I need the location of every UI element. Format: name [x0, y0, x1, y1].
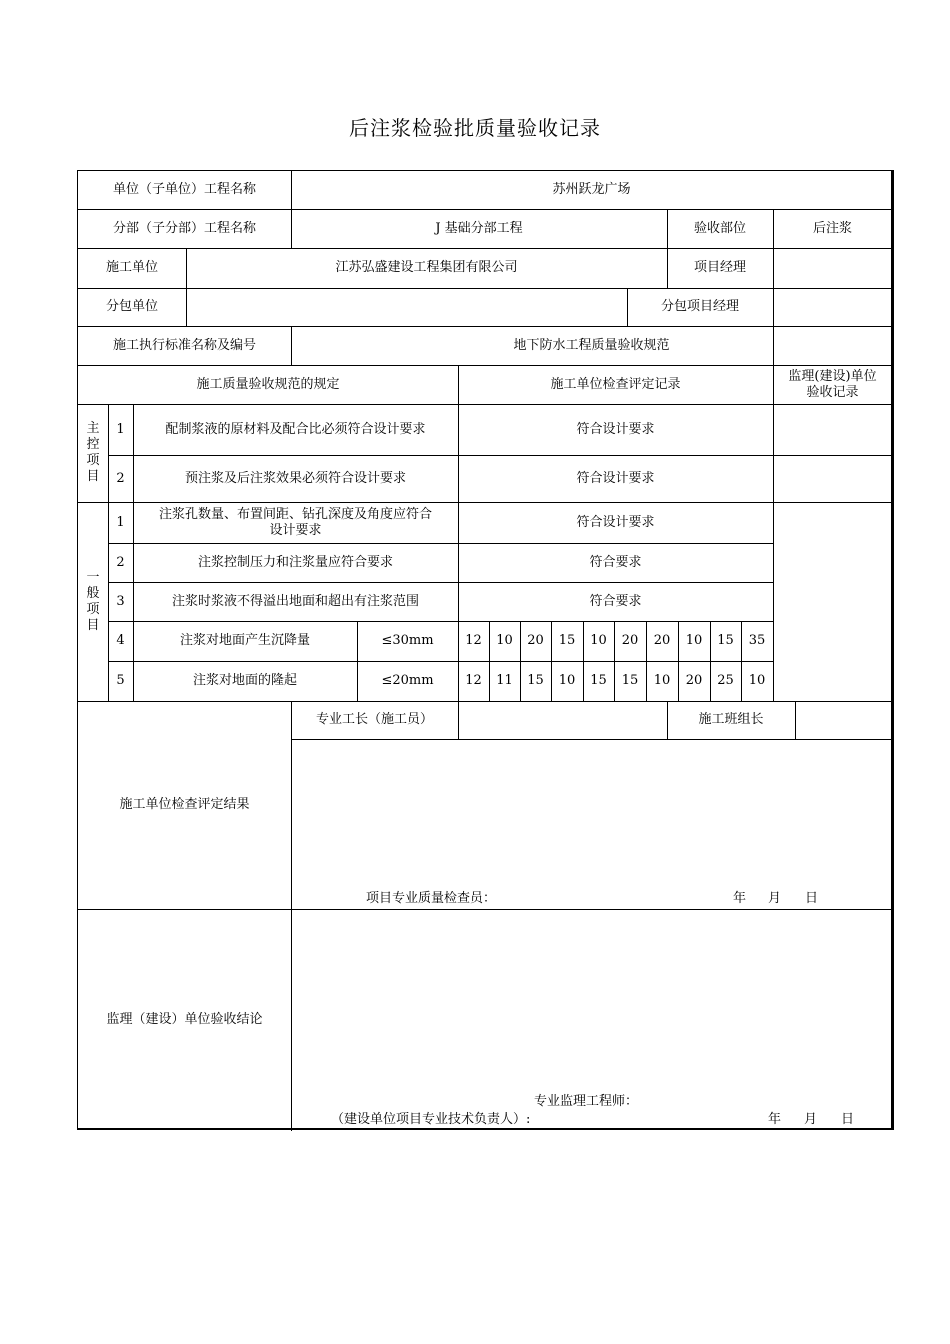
- group-char: 项: [86, 453, 100, 468]
- page-title: 后注浆检验批质量验收记录: [349, 116, 601, 140]
- project-manager-label: 项目经理: [693, 260, 746, 275]
- subcontractor-label: 分包单位: [105, 299, 158, 314]
- rule-v: [291, 701, 292, 1131]
- item-result: 符合设计要求: [576, 470, 655, 486]
- date-day: 日: [805, 891, 819, 906]
- item-text-line2: 设计要求: [269, 522, 322, 538]
- team-leader-label: 施工班组长: [698, 712, 764, 727]
- spec-column-header: 施工质量验收规范的规定: [196, 376, 340, 392]
- item-text: 注浆对地面产生沉降量: [179, 633, 310, 648]
- foreman-value: [458, 701, 667, 739]
- item-number: 1: [116, 421, 125, 437]
- item-result: 符合要求: [589, 554, 642, 570]
- date-month: 月: [804, 1112, 818, 1127]
- item-text: [133, 502, 458, 543]
- measured-value: 20: [527, 633, 544, 648]
- item-text: 预注浆及后注浆效果必须符合设计要求: [184, 470, 406, 486]
- item-text: 注浆控制压力和注浆量应符合要求: [197, 554, 393, 570]
- item-result: 符合设计要求: [576, 421, 655, 437]
- sub-project-value: J 基础分部工程: [435, 220, 523, 236]
- group-char: 控: [86, 437, 100, 452]
- group-char: 项: [86, 601, 100, 617]
- contractor-value: 江苏弘盛建设工程集团有限公司: [335, 260, 518, 275]
- date-year: 年: [768, 1112, 782, 1127]
- measured-value: 20: [653, 633, 671, 648]
- group-char: 主: [86, 421, 100, 436]
- contractor-label: 施工单位: [105, 260, 158, 275]
- acceptance-part-value: 后注浆: [812, 220, 852, 236]
- item-number: 2: [116, 554, 125, 570]
- supervisor-column-header: [773, 365, 892, 404]
- measured-value: 10: [496, 633, 513, 648]
- item-number: 1: [116, 514, 125, 530]
- item-number: 2: [116, 470, 125, 486]
- group-char: 一: [86, 569, 100, 585]
- measured-value: 25: [717, 673, 734, 688]
- inspector-signature-label: 项目专业质量检查员：: [366, 891, 497, 906]
- measured-value: 15: [527, 673, 544, 688]
- measured-value: 10: [590, 633, 607, 648]
- measured-value: 15: [621, 673, 639, 688]
- measured-value: 35: [748, 633, 766, 648]
- date-month: 月: [768, 891, 782, 906]
- sub-pm-label: 分包项目经理: [660, 299, 739, 314]
- standard-label: 施工执行标准名称及编号: [112, 337, 256, 353]
- measured-value: 20: [685, 673, 703, 688]
- item-number: 5: [116, 673, 125, 688]
- sub-project-label: 分部（子分部）工程名称: [112, 220, 256, 236]
- item-limit: ≤20mm: [381, 673, 434, 688]
- measured-value: 11: [496, 673, 513, 688]
- measured-value: 10: [653, 673, 671, 688]
- acceptance-record-table: [77, 170, 894, 1130]
- rule-v: [773, 365, 774, 701]
- acceptance-part-label: 验收部位: [693, 220, 746, 236]
- measured-value: 15: [717, 633, 734, 648]
- group-char: 目: [86, 617, 100, 633]
- measured-value: 12: [465, 633, 482, 648]
- rule-h: [291, 739, 892, 740]
- date-year: 年: [733, 891, 747, 906]
- subcontractor-value: [186, 288, 627, 326]
- item-result: 符合设计要求: [576, 514, 655, 530]
- item-text: 配制浆液的原材料及配合比必须符合设计要求: [165, 421, 426, 437]
- measured-value: 15: [590, 673, 607, 688]
- item-result: 符合要求: [589, 593, 642, 609]
- measured-value: 10: [685, 633, 703, 648]
- supervisor-column-header-line1: 监理(建设)单位: [788, 368, 877, 384]
- sub-pm-value: [773, 288, 892, 326]
- item-text: 注浆时浆液不得溢出地面和超出有注浆范围: [171, 593, 419, 609]
- main-items-group-label: [78, 404, 108, 502]
- engineer-signature-label: 专业监理工程师：: [534, 1094, 639, 1109]
- item-limit: ≤30mm: [381, 633, 434, 648]
- team-leader-value: [795, 701, 892, 739]
- supervisor-result-label: 监理（建设）单位验收结论: [106, 1012, 263, 1027]
- group-char: 目: [86, 469, 100, 484]
- measured-value: 15: [558, 633, 576, 648]
- date-day: 日: [841, 1112, 855, 1127]
- foreman-label: 专业工长（施工员）: [315, 712, 433, 727]
- project-manager-value: [773, 248, 892, 288]
- group-char: 般: [86, 585, 100, 601]
- owner-signature-label: （建设单位项目专业技术负责人）:: [331, 1112, 531, 1127]
- standard-value: 地下防水工程质量验收规范: [513, 337, 670, 353]
- unit-project-label: 单位（子单位）工程名称: [112, 182, 256, 197]
- measured-value: 20: [621, 633, 639, 648]
- item-text-line1: 注浆孔数量、布置间距、钻孔深度及角度应符合: [158, 506, 432, 522]
- item-number: 4: [116, 633, 125, 648]
- item-number: 3: [116, 593, 125, 609]
- measured-value: 12: [465, 673, 482, 688]
- measured-value: 10: [748, 673, 766, 688]
- supervisor-column-header-line2: 验收记录: [806, 384, 859, 400]
- unit-project-value: 苏州跃龙广场: [552, 182, 631, 197]
- general-items-group-label: [78, 502, 108, 701]
- item-text: 注浆对地面的隆起: [192, 673, 297, 688]
- contractor-result-label: 施工单位检查评定结果: [119, 797, 250, 812]
- measured-value: 10: [558, 673, 576, 688]
- contractor-check-column-header: 施工单位检查评定记录: [550, 376, 681, 392]
